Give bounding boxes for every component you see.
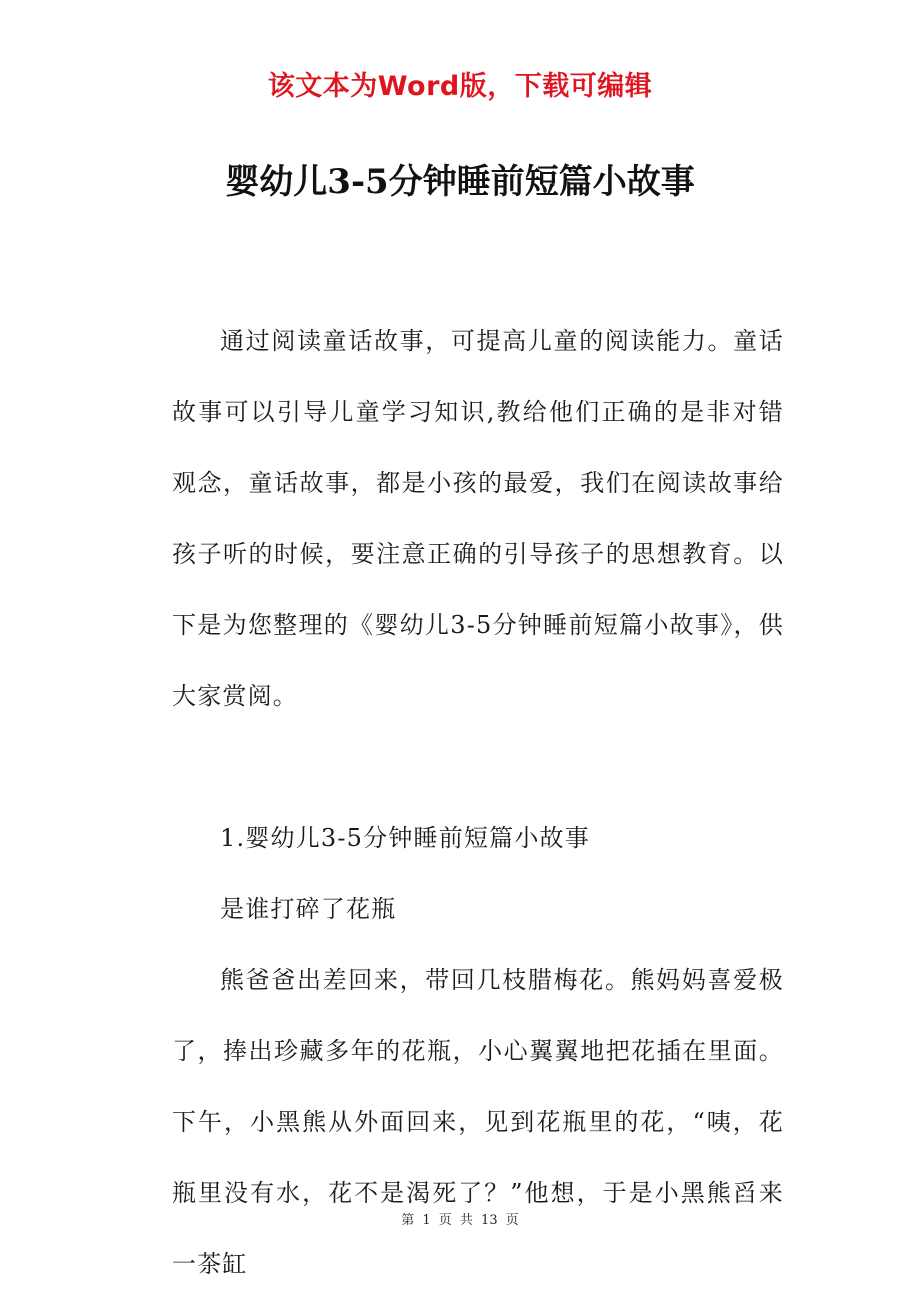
paragraph-spacer <box>172 732 784 803</box>
document-body <box>172 306 784 1300</box>
document-title: 婴幼儿3-5分钟睡前短篇小故事 <box>225 162 695 202</box>
story-title: 是谁打碎了花瓶 <box>220 895 397 923</box>
page-footer: 第 1 页 共 13 页 <box>401 1213 519 1228</box>
intro-paragraph: 通过阅读童话故事，可提高儿童的阅读能力。童话故事可以引导儿童学习知识,教给他们正确的是非对错观念，童话故事，都是小孩的最爱，我们在阅读故事给孩子听的时候，要注意正确的引导孩子的思想教育。以下是为您整理的《婴幼儿3-5分钟睡前短篇小故事》，供大家赏阅。 <box>172 327 784 710</box>
word-version-banner: 该文本为Word版，下载可编辑 <box>267 71 653 102</box>
story-paragraph: 熊爸爸出差回来，带回几枝腊梅花。熊妈妈喜爱极了，捧出珍藏多年的花瓶，小心翼翼地把花插在里面。下午，小黑熊从外面回来，见到花瓶里的花，“咦，花瓶里没有水，花不是渴死了？”他想，于是小黑熊舀来一茶缸 <box>172 966 784 1278</box>
section-heading: 1.婴幼儿3-5分钟睡前短篇小故事 <box>220 824 590 852</box>
